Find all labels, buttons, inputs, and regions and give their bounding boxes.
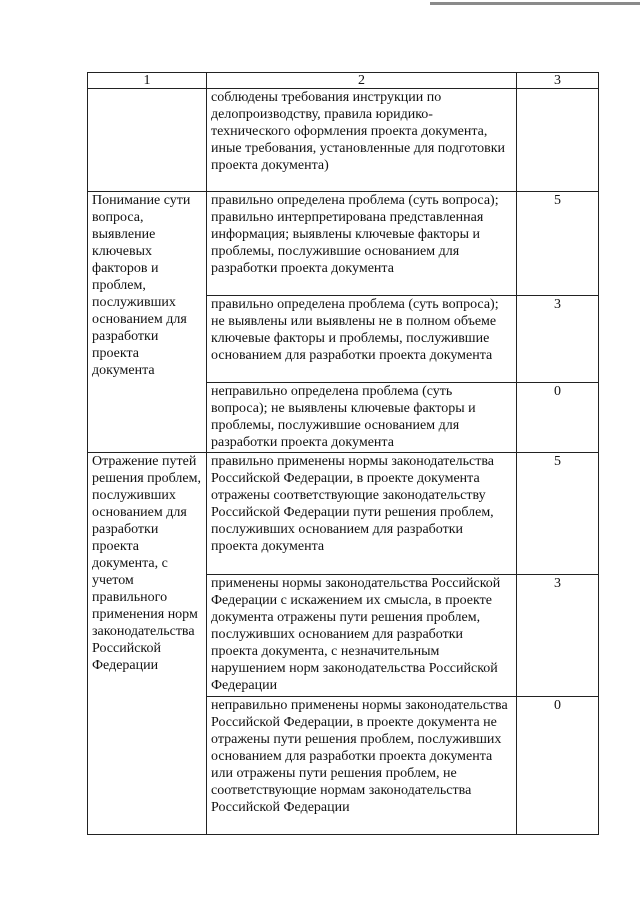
score-cell: 3 <box>517 296 599 383</box>
score-cell: 0 <box>517 697 599 835</box>
description-cell: правильно применены нормы законодательства Российской Федерации, в проекте документа отражены соответствующие законодательству Российской Федерации пути решения проблем, послуживших основанием для разработки проекта документа <box>207 453 517 575</box>
header-row <box>88 73 599 89</box>
description-cell: неправильно применены нормы законодательства Российской Федерации, в проекте документа не отражены пути решения проблем, послуживших основанием для разработки проекта документа или отражены пути решения проблем, не соответствующие нормам законодательства Российской Федерации <box>207 697 517 835</box>
description-cell: правильно определена проблема (суть вопроса); правильно интерпретирована представленная информация; выявлены ключевые факторы и проблемы, послужившие основанием для разработки проекта документа <box>207 192 517 296</box>
score-cell <box>517 89 599 192</box>
scan-edge-mark <box>430 2 640 5</box>
criterion-solutions: Отражение путей решения проблем, послуживших основанием для разработки проекта документа, с учетом правильного применения норм законодательства Российской Федерации <box>88 453 207 835</box>
evaluation-criteria-table <box>87 72 599 835</box>
description-cell: применены нормы законодательства Российской Федерации с искажением их смысла, в проекте документа отражены пути решения проблем, послуживших основанием для разработки проекта документа, с незначительным нарушением норм законодательства Российской Федерации <box>207 575 517 697</box>
criterion-understanding: Понимание сути вопроса, выявление ключевых факторов и проблем, послуживших основанием для разработки проекта документа <box>88 192 207 453</box>
score-cell: 3 <box>517 575 599 697</box>
header-col-3: 3 <box>517 73 599 89</box>
description-cell: правильно определена проблема (суть вопроса); не выявлены или выявлены не в полном объеме ключевые факторы и проблемы, послужившие основанием для разработки проекта документа <box>207 296 517 383</box>
table-row <box>88 453 599 575</box>
table-row <box>88 192 599 296</box>
score-cell: 5 <box>517 453 599 575</box>
header-col-2: 2 <box>207 73 517 89</box>
criterion-cell <box>88 89 207 192</box>
description-cell: соблюдены требования инструкции по делопроизводству, правила юридико-технического оформления проекта документа, иные требования, установленные для подготовки проекта документа) <box>207 89 517 192</box>
score-cell: 0 <box>517 383 599 453</box>
table-row <box>88 89 599 192</box>
score-cell: 5 <box>517 192 599 296</box>
header-col-1: 1 <box>88 73 207 89</box>
description-cell: неправильно определена проблема (суть вопроса); не выявлены ключевые факторы и проблемы, послужившие основанием для разработки проекта документа <box>207 383 517 453</box>
